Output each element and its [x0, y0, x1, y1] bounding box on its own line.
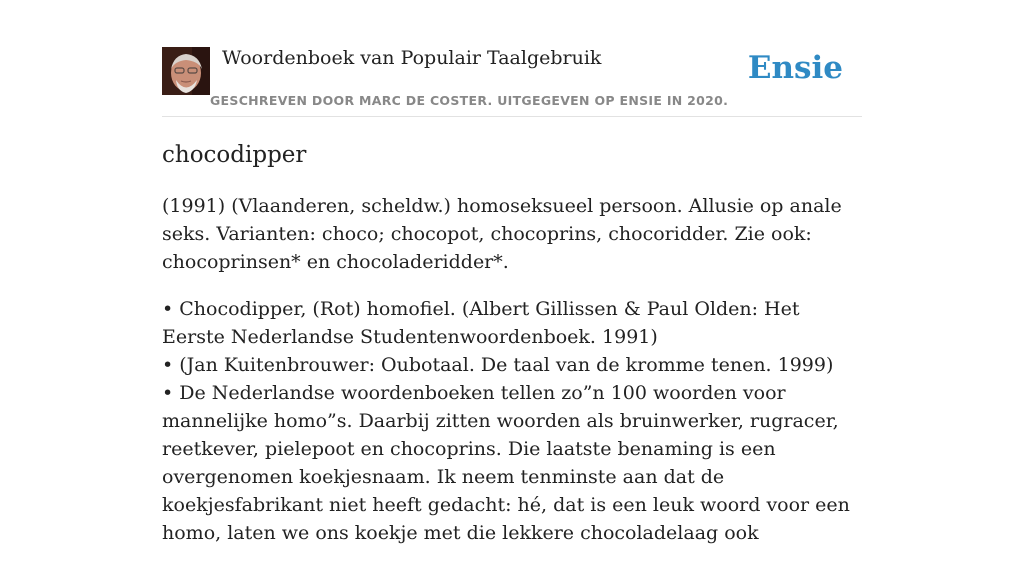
quote-item: • Chocodipper, (Rot) homofiel. (Albert Gillissen & Paul Olden: Het Eerste Nederlandse Studentenwoordenboek. 1991) — [162, 298, 800, 348]
quote-item: • (Jan Kuitenbrouwer: Oubotaal. De taal van de kromme tenen. 1999) — [162, 354, 834, 376]
ensie-logo-link[interactable]: Ensie — [747, 50, 843, 86]
entry-title: chocodipper — [162, 142, 307, 168]
entry-definition: (1991) (Vlaanderen, scheldw.) homoseksueel persoon. Allusie op anale seks. Varianten: choco; chocopot, chocoprins, chocoridder. Zie ook: chocoprinsen* en chocoladeridder*. — [162, 195, 842, 273]
book-title[interactable]: Woordenboek van Populair Taalgebruik — [222, 47, 602, 69]
author-byline: GESCHREVEN DOOR MARC DE COSTER. UITGEGEVEN OP ENSIE IN 2020. — [210, 93, 729, 108]
book-header — [162, 46, 862, 117]
author-avatar[interactable] — [162, 47, 210, 95]
quote-item: • De Nederlandse woordenboeken tellen zo”n 100 woorden voor mannelijke homo”s. Daarbij zitten woorden als bruinwerker, rugracer, reetkever, pielepoot en chocoprins. Die laatste benaming is een overgenomen koekjesnaam. Ik neem tenminste aan dat de koekjesfabrikant niet heeft gedacht: hé, dat is een leuk woord voor een homo, laten we ons koekje met die lekkere chocoladelaag ook — [162, 382, 850, 544]
entry-quotes — [162, 295, 868, 547]
entry-body — [162, 192, 868, 566]
